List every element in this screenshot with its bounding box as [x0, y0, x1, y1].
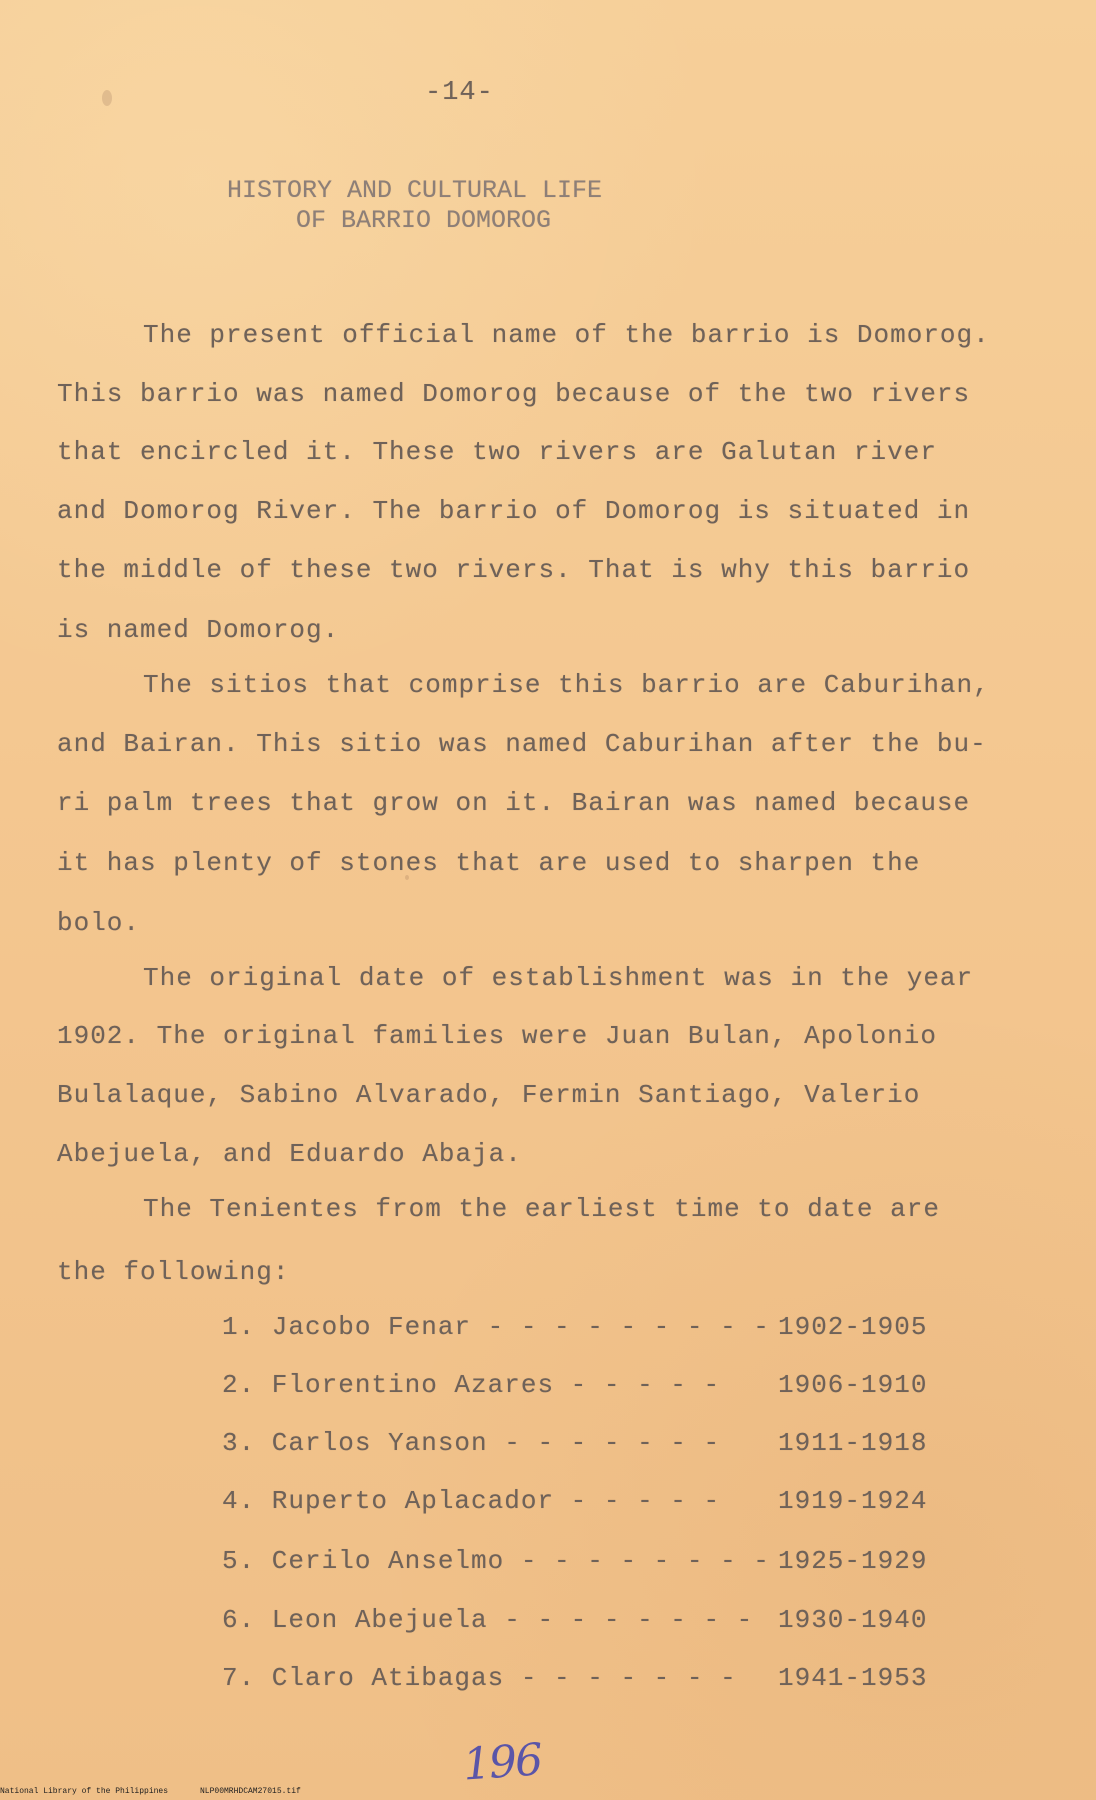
teniente-list-item: [222, 1312, 942, 1348]
paragraph-line: the following:: [57, 1257, 290, 1287]
footer-library-name: National Library of the Philippines: [0, 1787, 169, 1796]
paragraph-line: The original date of establishment was in the year: [143, 963, 974, 993]
paragraph-line: ri palm trees that grow on it. Bairan was named because: [57, 788, 971, 818]
paragraph-line: The Tenientes from the earliest time to date are: [143, 1194, 940, 1224]
paragraph-line: 1902. The original families were Juan Bulan, Apolonio: [57, 1021, 937, 1051]
paragraph-line: The present official name of the barrio is Domorog.: [143, 320, 990, 350]
paragraph-line: and Domorog River. The barrio of Domorog is situated in: [57, 496, 971, 526]
teniente-name: 2. Florentino Azares - - - - -: [222, 1370, 721, 1400]
paragraph-line: bolo.: [57, 908, 141, 938]
teniente-name: 4. Ruperto Aplacador - - - - -: [222, 1486, 721, 1516]
teniente-name: 6. Leon Abejuela - - - - - - - -: [222, 1605, 754, 1635]
paragraph-line: it has plenty of stones that are used to sharpen the: [57, 848, 921, 878]
teniente-list-item: [222, 1605, 942, 1641]
teniente-years: 1906-1910: [778, 1370, 928, 1400]
document-title-line-1: HISTORY AND CULTURAL LIFE: [227, 176, 603, 205]
teniente-years: 1930-1940: [778, 1605, 928, 1635]
paragraph-line: The sitios that comprise this barrio are Caburihan,: [143, 670, 990, 700]
teniente-name: 3. Carlos Yanson - - - - - - -: [222, 1428, 721, 1458]
paragraph-line: the middle of these two rivers. That is why this barrio: [57, 555, 971, 585]
paragraph-line: and Bairan. This sitio was named Caburihan after the bu-: [57, 729, 987, 759]
footer-file-name: NLP00MRHDCAM27015.tif: [200, 1787, 301, 1796]
document-title-line-2: OF BARRIO DOMOROG: [296, 206, 552, 235]
paragraph-line: is named Domorog.: [57, 615, 340, 645]
teniente-name: 7. Claro Atibagas - - - - - - -: [222, 1663, 737, 1693]
paragraph-line: This barrio was named Domorog because of the two rivers: [57, 379, 971, 409]
paragraph-line: Abejuela, and Eduardo Abaja.: [57, 1139, 522, 1169]
teniente-years: 1902-1905: [778, 1312, 928, 1342]
paragraph-line: Bulalaque, Sabino Alvarado, Fermin Santiago, Valerio: [57, 1080, 921, 1110]
teniente-years: 1919-1924: [778, 1486, 928, 1516]
teniente-years: 1911-1918: [778, 1428, 928, 1458]
paper-spot: [102, 90, 112, 106]
page-number: -14-: [425, 78, 494, 108]
teniente-list-item: [222, 1370, 942, 1406]
teniente-list-item: [222, 1546, 942, 1582]
teniente-list-item: [222, 1663, 942, 1699]
handwritten-page-number: 196: [461, 1734, 543, 1791]
teniente-list-item: [222, 1428, 942, 1464]
paragraph-line: that encircled it. These two rivers are Galutan river: [57, 437, 937, 467]
teniente-years: 1941-1953: [778, 1663, 928, 1693]
teniente-name: 1. Jacobo Fenar - - - - - - - - -: [222, 1312, 770, 1342]
teniente-name: 5. Cerilo Anselmo - - - - - - - -: [222, 1546, 770, 1576]
teniente-list-item: [222, 1486, 942, 1522]
teniente-years: 1925-1929: [778, 1546, 928, 1576]
